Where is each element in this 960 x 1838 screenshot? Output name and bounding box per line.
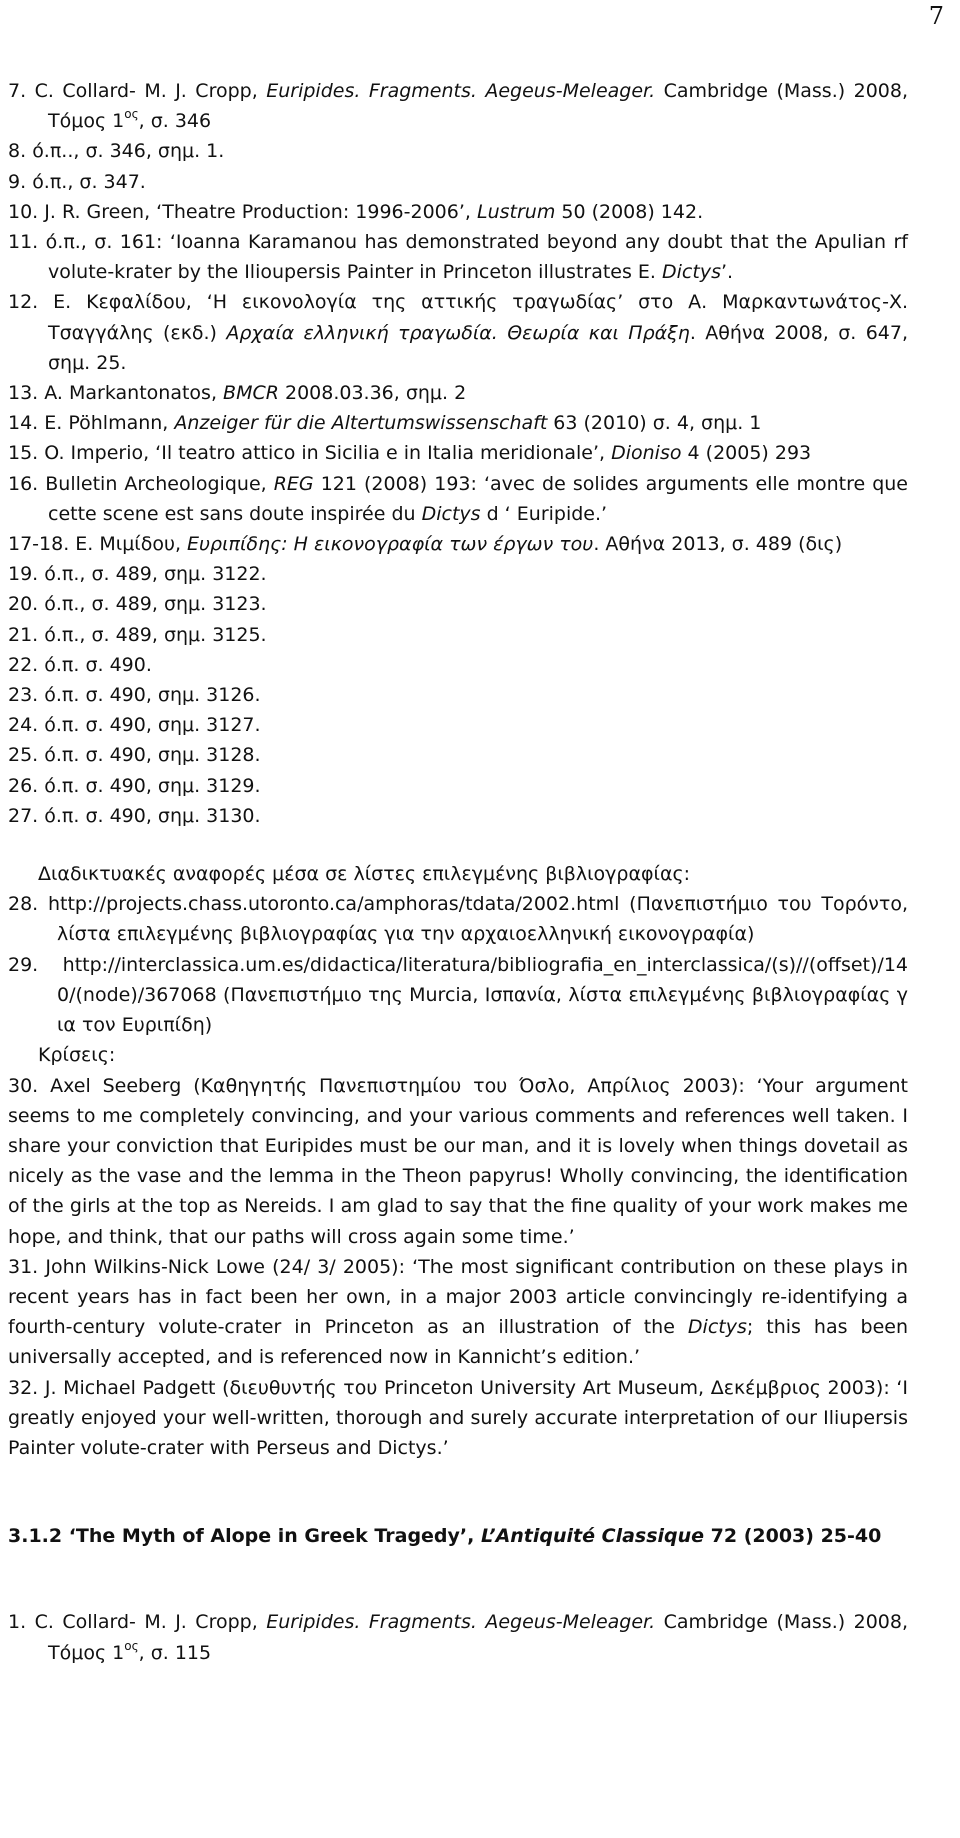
document-body: [8, 76, 908, 1668]
section-heading: 3.1.2 ‘The Myth of Alope in Greek Tragedy’, L’Antiquité Classique 72 (2003) 25-40: [8, 1525, 882, 1548]
ref-24: 24. ό.π. σ. 490, σημ. 3127.: [8, 714, 261, 737]
ref-10: 10. J. R. Green, ‘Theatre Production: 1996-2006’, Lustrum 50 (2008) 142.: [8, 200, 704, 223]
ref-25: 25. ό.π. σ. 490, σημ. 3128.: [8, 744, 261, 767]
ref-29: 29. http://interclassica.um.es/didactica/literatura/bibliografia_en_interclassica/(s)//(offset)/140/(node)/367068 (Πανεπιστήμιο της Murcia, Ισπανία, λίστα επιλεγμένης βιβλιογραφίας για τον Ευριπίδη): [8, 953, 908, 1037]
ref-17-18: 17-18. E. Μιμίδου, Ευριπίδης: Η εικονογραφία των έργων του. Αθήνα 2013, σ. 489 (δις): [8, 533, 843, 556]
ref-23: 23. ό.π. σ. 490, σημ. 3126.: [8, 684, 261, 707]
ref-13: 13. A. Markantonatos, BMCR 2008.03.36, σημ. 2: [8, 382, 467, 405]
ref-8: 8. ό.π.., σ. 346, σημ. 1.: [8, 140, 225, 163]
ref-28: 28. http://projects.chass.utoronto.ca/amphoras/tdata/2002.html (Πανεπιστήμιο του Τορόντο, λίστα επιλεγμένης βιβλιογραφίας για την αρχαιοελληνική εικονογραφία): [8, 893, 908, 946]
ref-27: 27. ό.π. σ. 490, σημ. 3130.: [8, 804, 261, 827]
ref-19: 19. ό.π., σ. 489, σημ. 3122.: [8, 563, 267, 586]
ref-21: 21. ό.π., σ. 489, σημ. 3125.: [8, 623, 267, 646]
ref-32: 32. J. Michael Padgett (διευθυντής του Princeton University Art Museum, Δεκέμβριος 2003): ‘I greatly enjoyed your well-written, thorough and surely accurate interpretation of our Iliupersis Painter volute-crater with Perseus and Dictys.’: [8, 1376, 908, 1459]
ref-12: 12. E. Κεφαλίδου, ‘Η εικονολογία της αττικής τραγωδίας’ στο Α. Μαρκαντωνάτος-Χ. Τσαγγάλης (εκδ.) Αρχαία ελληνική τραγωδία. Θεωρία και Πράξη. Αθήνα 2008, σ. 647, σημ. 25.: [8, 291, 909, 374]
ref-1: 1. C. Collard- M. J. Cropp, Euripides. Fragments. Aegeus-Meleager. Cambridge (Mass.) 2008, Τόμος $1^{o\varsigma}$, σ. 115: [8, 1611, 908, 1664]
spacer: [8, 831, 908, 859]
spacer: [8, 1551, 908, 1579]
ref-14: 14. E. Pöhlmann, Anzeiger für die Altertumswissenschaft 63 (2010) σ. 4, σημ. 1: [8, 412, 762, 435]
reviews-heading: Κρίσεις:: [38, 1044, 116, 1067]
ref-15: 15. O. Imperio, ‘Il teatro attico in Sicilia e in Italia meridionale’, Dioniso 4 (2005) 293: [8, 442, 812, 465]
spacer: [8, 1463, 908, 1493]
ref-16: 16. Bulletin Archeologique, REG 121 (2008) 193: ‘avec de solides arguments elle montre que cette scene est sans doute inspirée du Dictys d ‘ Euripide.’: [8, 472, 908, 525]
ref-11: 11. ό.π., σ. 161: ‘Ioanna Karamanou has demonstrated beyond any doubt that the Apulian rf volute-krater by the Ilioupersis Painter in Princeton illustrates E. Dictys’.: [8, 231, 908, 284]
spacer: [8, 1493, 908, 1521]
page-number: 7: [928, 2, 944, 30]
ref-7: 7. C. Collard- M. J. Cropp, Euripides. Fragments. Aegeus-Meleager. Cambridge (Mass.) 2008, Τόμος $1^{o\varsigma}$, σ. 346: [8, 80, 908, 133]
online-references-heading: Διαδικτυακές αναφορές μέσα σε λίστες επιλεγμένης βιβλιογραφίας:: [38, 863, 691, 886]
ref-20: 20. ό.π., σ. 489, σημ. 3123.: [8, 593, 267, 616]
ref-9: 9. ό.π., σ. 347.: [8, 170, 146, 193]
spacer: [8, 1579, 908, 1607]
ref-31: 31. John Wilkins-Nick Lowe (24/ 3/ 2005): ‘The most significant contribution on these plays in recent years has in fact been her own, in a major 2003 article convincingly re-identifying a fourth-century volute-crater in Princeton as an illustration of the Dictys; this has been universally accepted, and is referenced now in Kannicht’s edition.’: [8, 1255, 909, 1369]
ref-30: 30. Axel Seeberg (Καθηγητής Πανεπιστημίου του Όσλο, Απρίλιος 2003): ‘Your argument seems to me completely convincing, and your various comments and references well taken. I share your conviction that Euripides must be our man, and it is lovely when things dovetail as nicely as the vase and the lemma in the Theon papyrus! Wholly convincing, the identification of the girls at the top as Nereids. I am glad to say that the fine quality of your work makes me hope, and think, that our paths will cross again some time.’: [8, 1074, 908, 1248]
ref-26: 26. ό.π. σ. 490, σημ. 3129.: [8, 774, 261, 797]
ref-22: 22. ό.π. σ. 490.: [8, 653, 152, 676]
